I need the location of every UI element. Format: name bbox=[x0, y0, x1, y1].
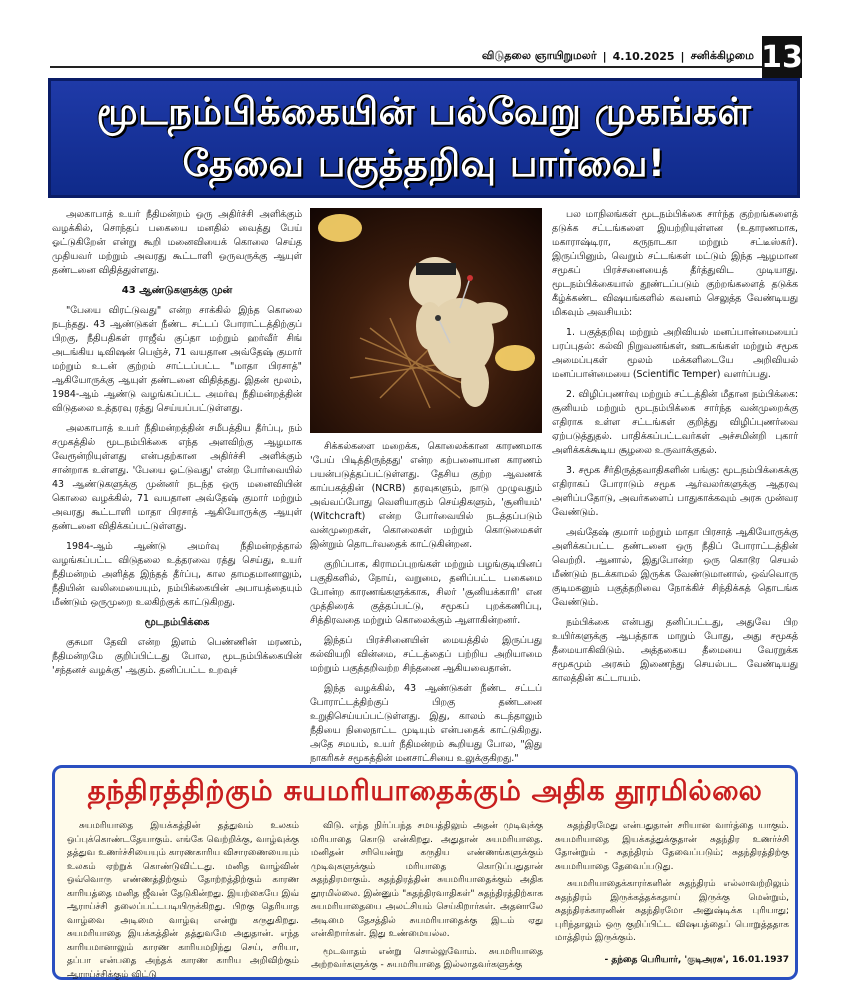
paragraph: நம்பிக்கை என்பது தனிப்பட்டது, அதுவே பிற உயிர்களுக்கு ஆபத்தாக மாறும் போது, அது சமூகத் தீமையாகிவிடும். அத்தகைய தீமையை வேரறுக்க சமூகமும் அரசும் இணைந்து செயல்பட வேண்டியது காலத்தின் கட்டாயம். bbox=[552, 617, 798, 684]
issue-day: சனிக்கிழமை bbox=[690, 48, 754, 62]
paragraph: பல மாநிலங்கள் மூடநம்பிக்கை சார்ந்த குற்றங்களைத் தடுக்க சட்டங்களை இயற்றியுள்ளன (உதாரணமாக, மகாராஷ்டிரா, கருநாடகா மற்றும் சட்டீஸ்கர்). இருப்பினும், வெறும் சட்டங்கள் மட்டும் இந்த ஆழமான சமூகப் பிரச்சனையைத் தீர்த்துவிட முடியாது. மூடநம்பிக்கையால் தூண்டப்படும் குற்றங்களைத் தடுக்க கீழ்க்கண்ட விஷயங்களில் கவனம் செலுத்த வேண்டியது மிகவும் அவசியம்: bbox=[552, 209, 798, 318]
paragraph: "பேயை விரட்டுவது" என்ற சாக்கில் இந்த கொலை நடந்தது. 43 ஆண்டுகள் நீண்ட சட்டப் போராட்டத்திற்குப் பிறகு, நீதிபதிகள் ராஜீவ் குப்தா மற்றும் ஹர்வீர் சிங் அடங்கிய டிவிஷன் பெஞ்ச், 71 வயதான அவ்தேஷ் குமார் மற்றும் உடன் குற்றம் சாட்டப்பட்ட "மாதா பிரசாத்" ஆகியோருக்கு ஆயுள் தண்டனை விதித்தது. இதன் மூலம், 1984-ஆம் ஆண்டு வழங்கப்பட்ட அமர்வு நீதிமன்றத்தின் விடுதலை உத்தரவு ரத்து செய்யப்பட்டுள்ளது. bbox=[52, 305, 302, 414]
headline-banner bbox=[48, 78, 800, 198]
quote-box-title: தந்திரத்திற்கும் சுயமரியாதைக்கும் அதிக தூரமில்லை bbox=[87, 774, 763, 807]
paragraph: 1984-ஆம் ஆண்டு அமர்வு நீதிமன்றத்தால் வழங்கப்பட்ட விடுதலை உத்தரவை ரத்து செய்து, உயர் நீதிமன்றம் அளித்த இந்தத் தீர்ப்பு, கால தாமதமானாலும், நீதியின் வலிமையையும், நம்பிக்கையின் அபாயத்தையும் மீண்டும் ஒருமுறை உலகிற்குக் காட்டுகிறது. bbox=[52, 541, 302, 608]
publication-name: விடுதலை ஞாயிறுமலர் bbox=[481, 48, 597, 62]
quote-box-column-1 bbox=[67, 820, 299, 986]
paragraph: மூடவாதம் என்று சொல்லுவோம். சுயமரியாதை அற்றவர்களுக்கு - சுயமரியாதை இல்லாதவர்களுக்கு bbox=[311, 946, 543, 970]
subheading: மூடநம்பிக்கை bbox=[144, 617, 210, 628]
paragraph: அலகாபாத் உயர் நீதிமன்றம் ஒரு அதிர்ச்சி அளிக்கும் வழக்கில், சொந்தப் பகையை மனதில் வைத்து பேய் ஓட்டுகிறேன் என்று கூறி மனைவியைக் கொலை செய்த முதியவர் மற்றும் அவரது கூட்டாளி ஒருவருக்கு ஆயுள் தண்டனை விதித்துள்ளது. bbox=[52, 209, 302, 276]
quote-signature: - தந்தை பெரியார், 'குடிஅரசு', 16.01.1937 bbox=[604, 954, 789, 965]
paragraph: இந்த வழக்கில், 43 ஆண்டுகள் நீண்ட சட்டப் போராட்டத்திற்குப் பிறகு தண்டனை உறுதிசெய்யப்பட்டுள்ளது. இது, காலம் கடந்தாலும் நீதியை நிலைநாட்ட முடியும் என்பதைக் காட்டுகிறது. அதே சமயம், உயர் நீதிமன்றம் கூறியது போல, "இது நாகரிகச் சமூகத்தின் மனசாட்சியை உலுக்குகிறது." bbox=[310, 683, 542, 764]
paragraph: குசுமா தேவி என்ற இளம் பெண்ணின் மரணம், நீதிமன்றமே குறிப்பிட்டது போல, மூடநம்பிக்கையின் 'சந்தனச் வழக்கு' ஆகும். தனிப்பட்ட உறவுச் bbox=[52, 637, 302, 676]
quote-box-column-3 bbox=[555, 820, 789, 971]
article-column-middle bbox=[310, 440, 542, 764]
headline-line-1: மூடநம்பிக்கையின் பல்வேறு முகங்கள் bbox=[96, 90, 752, 133]
paragraph: 3. சமூக சீர்திருத்தவாதிகளின் பங்கு: மூடநம்பிக்கைக்கு எதிராகப் போராடும் சமூக ஆர்வலர்களுக்கு ஆதரவு அளிப்பதோடு, அவர்களைப் பாதுகாக்கவும் அரசு முன்வர வேண்டும். bbox=[552, 465, 798, 518]
paragraph: குறிப்பாக, கிராமப்புறங்கள் மற்றும் பழங்குடியினப் பகுதிகளில், நோய், வறுமை, தனிப்பட்ட பகைமை போன்ற காரணங்களுக்காக, சிலர் 'சூனியக்காரி' என முத்திரைக் குத்தப்பட்டு, சமூகப் புறக்கணிப்பு, சித்திரவதை மற்றும் கொலைக்கும் ஆளாகின்றனர். bbox=[310, 559, 542, 626]
paragraph: சுயமரியாதைக்காரர்களின் சுதந்திரம் எல்லாவற்றிலும் சுதந்திரம் இருக்கத்தக்கதாய் இருக்கு மென்றும், சுதந்திரக்காரனின் சுதந்திரமோ அனுஷ்டிக்க புரியாது; புரிந்தாலும் ஒரு குறிப்பிட்ட விஷயத்தைப் பொறுத்ததாக மாத்திரம் இருக்கும். bbox=[555, 879, 789, 943]
page-header: விடுதலை ஞாயிறுமலர் | 4.10.2025 | சனிக்கிழமை bbox=[50, 46, 762, 68]
quote-box-column-2 bbox=[311, 820, 543, 977]
page-number: 13 bbox=[762, 36, 802, 78]
voodoo-doll-illustration bbox=[310, 208, 542, 433]
article-column-right bbox=[552, 208, 798, 753]
paragraph: சுயமரியாதை இயக்கத்தின் தத்துவம் உலகம் ஒப்புக்கொண்டதேயாகும். எங்கே வெற்றிக்கு, வாழ்வுக்கு தத்துவ உணர்ச்சியையும் காரணகாரிய விசாரணையையும் உலகம் ஏற்றுக் கொண்டுவிட்டது. மனித வாழ்வின் ஒவ்வொரு எண்ணத்திற்கும் தோற்றத்திற்கும் காரண காரியத்தை மனித ஜீவன் தேடுகின்றது. இயற்கையே இவ் ஆராய்ச்சி தலைப்பட்டபடியிருக்கிறது. பிறகு தெரியாத வாழ்வை அடிமை வாழ்வு என்று கருதுகிறது. சுயமரியாதை இயக்கத்தின் தத்துவமே அதுதான். எந்த காரியமானாலும் காரண காரியமறிந்து செய், சரியா, தப்பா என்பதை அந்தக் காரண காரிய அறிவிற்கும் ஆராய்ச்சிக்கும் விட்டு bbox=[67, 821, 299, 980]
paragraph: விடு. எந்த நிர்ப்பந்த சமயத்திலும் அதன் முடிவுக்கு மரியாதை கொடு என்கிறது. அதுதான் சுயமரியாதை. மனிதன் சரியென்று கருதிய எண்ணங்களுக்கும் முடிவுகளுக்கும் மரியாதை கொடுப்பதுதான் சுதந்திரமாகும். சுதந்திரத்தின் சுயமரியாதைக்கும் அதிக தூரமில்லை. இன்னும் "சுதந்திரவாதிகள்" சுதந்திரத்திற்காக சுயமரியாதையை அலட்சியம் செய்கிறார்கள். அதனாலே அடிமை தேசத்தில் சுயமரியாதைக்கு இடம் ஏது என்கிறார்கள். இது உண்மையல்ல. bbox=[311, 821, 543, 939]
quote-box bbox=[52, 765, 798, 980]
voodoo-doll-photo bbox=[310, 208, 542, 433]
article-column-left bbox=[52, 208, 302, 753]
paragraph: அவ்தேஷ் குமார் மற்றும் மாதா பிரசாத் ஆகியோருக்கு அளிக்கப்பட்ட தண்டனை ஒரு நீதிப் போராட்டத்தின் வெற்றி. ஆனால், இதுபோன்ற ஒரு கொடூர செயல் மீண்டும் நடக்காமல் இருக்க வேண்டுமானால், ஒவ்வொரு குடிமகனும் பகுத்தறிவை நோக்கிச் சிந்திக்கத் தொடங்க வேண்டும். bbox=[552, 527, 798, 608]
issue-date: 4.10.2025 bbox=[612, 49, 675, 63]
paragraph: சுதந்திரமேது என்பதுதான் சரியான வார்த்தை யாகும். சுயமரியாதை இயக்கத்துக்குதான் சுதந்திர உணர்ச்சி தோன்றும் - சுதந்திரம் தேவைப்படும்; சுதந்திரத்திற்கு சுயமரியாதை தேவைப்படுது. bbox=[555, 821, 789, 872]
paragraph: இந்தப் பிரச்சினையின் மையத்தில் இருப்பது கல்வியறி வின்மை, சட்டத்தைப் பற்றிய அறியாமை மற்றும் பகுத்தறிவற்ற சிந்தனை ஆகியவைதான். bbox=[310, 635, 542, 674]
paragraph: சிக்கல்களை மறைக்க, கொலைக்கான காரணமாக 'பேய் பிடித்திருந்தது' என்ற கற்பனையான காரணம் பயன்படுத்தப்பட்டுள்ளது. தேசிய குற்ற ஆவணக் காப்பகத்தின் (NCRB) தரவுகளும், நாடு முழுவதும் அவ்வப்போது வெளியாகும் செய்திகளும், 'சூனியம்' (Witchcraft) என்ற போர்வையில் நடத்தப்படும் வன்முறைகள், கொலைகள் மற்றும் கொடுமைகள் இன்றும் தொடர்வதைக் காட்டுகின்றன. bbox=[310, 441, 542, 550]
headline-line-2: தேவை பகுத்தறிவு பார்வை! bbox=[182, 142, 666, 185]
subheading: 43 ஆண்டுகளுக்கு முன் bbox=[121, 285, 233, 296]
paragraph: அலகாபாத் உயர் நீதிமன்றத்தின் சமீபத்திய தீர்ப்பு, நம் சமுகத்தில் மூடநம்பிக்கை எந்த அளவிற்கு ஆழமாக வேரூன்றியுள்ளது என்பதற்கான அதிர்ச்சி அளிக்கும் சான்றாக உள்ளது. 'பேயை ஓட்டுவது' என்ற போர்வையில் 43 ஆண்டுகளுக்கு முன்னர் நடந்த ஒரு மனைவியின் கொலை வழக்கில், 71 வயதான அவ்தேஷ் குமார் மற்றும் அவரது கூட்டாளி மாதா பிரசாத் ஆகியோருக்கு ஆயுள் தண்டனை விதிக்கப்பட்டுள்ளது. bbox=[52, 423, 302, 532]
paragraph: 2. விழிப்புணர்வு மற்றும் சட்டத்தின் மீதான நம்பிக்கை: சூனியம் மற்றும் மூடநம்பிக்கை சார்ந்த வன்முறைக்கு எதிராக உள்ள சட்டங்கள் குறித்து விழிப்புணர்வை ஏற்படுத்துதல். பாதிக்கப்பட்டவர்கள் அச்சமின்றி புகார் அளிக்கக்கூடிய சூழலை உருவாக்குதல். bbox=[552, 389, 798, 456]
paragraph: 1. பகுத்தறிவு மற்றும் அறிவியல் மனப்பான்மையைப் பரப்புதல்: கல்வி நிறுவனங்கள், ஊடகங்கள் மற்றும் சமூக அமைப்புகள் மூலம் மக்களிடையே அறிவியல் மனப்பான்மையை (Scientific Temper) வளர்ப்பது. bbox=[552, 327, 798, 380]
